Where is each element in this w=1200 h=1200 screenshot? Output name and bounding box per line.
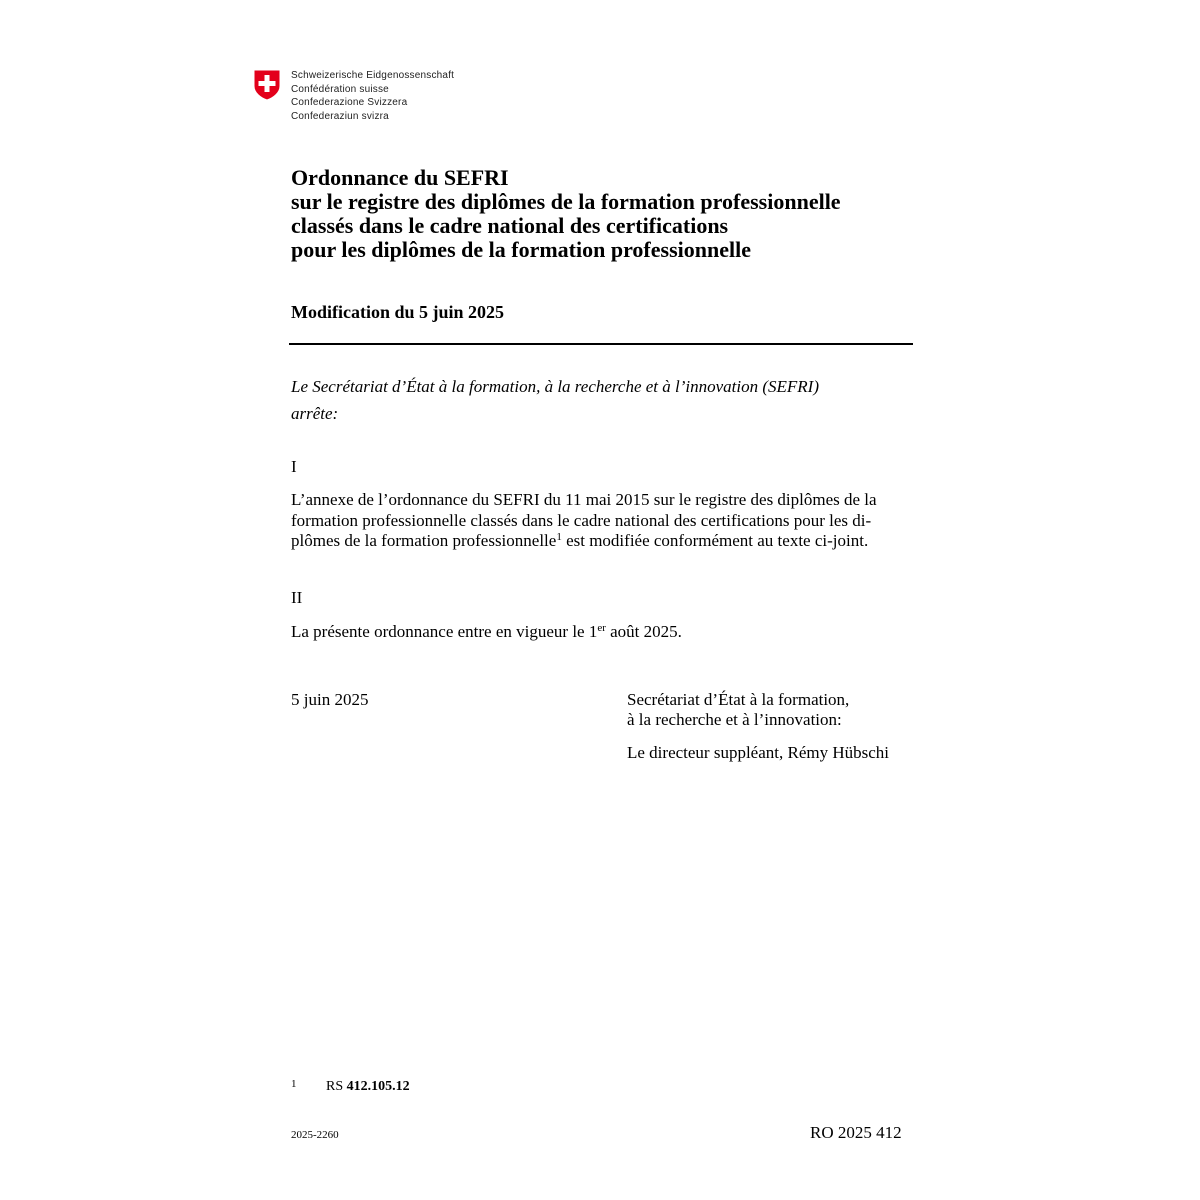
admin-line-fr: Confédération suisse [291,83,389,95]
title-line: pour les diplômes de la formation professionnelle [291,237,751,262]
footnote-number: 1 [291,1078,297,1090]
title-line: classés dans le cadre national des certifications [291,213,729,238]
modification-date-heading: Modification du 5 juin 2025 [291,302,505,322]
footnote-reference[interactable]: 1 [556,531,562,543]
paragraph-text: La présente ordonnance entre en vigueur le 1 [291,622,598,641]
authority-line: Secrétariat d’État à la formation, [627,690,850,709]
preamble-authority: Le Secrétariat d’État à la formation, à la recherche et à l’innovation (SEFRI) [291,377,819,396]
admin-line-rm: Confederaziun svizra [291,110,389,122]
footnote-rs-link[interactable]: 412.105.12 [346,1079,410,1094]
administration-name-block [291,69,454,123]
swiss-cross-shield-icon [253,69,281,101]
footnote-prefix: RS [326,1079,347,1094]
admin-line-de: Schweizerische Eidgenossenschaft [291,70,455,81]
section-ii-paragraph [291,622,911,645]
paragraph-line: formation professionnelle classés dans le cadre national des certifications pour les di- [291,510,872,530]
admin-line-it: Confederazione Svizzera [291,97,408,109]
paragraph-text: est modifiée conformément au texte ci-joint. [561,531,869,550]
paragraph-line [291,622,911,645]
paragraph-line: L’annexe de l’ordonnance du SEFRI du 11 mai 2015 sur le registre des diplômes de la [291,490,877,509]
section-number: I [291,457,297,476]
title-line: sur le registre des diplômes de la formation professionnelle [291,189,841,214]
preamble-decree: arrête: [291,404,339,423]
paragraph-text: plômes de la formation professionnelle [291,531,557,550]
paragraph-text: août 2025. [605,622,682,641]
authority-line: à la recherche et à l’innovation: [627,710,842,729]
document-title [291,166,931,262]
title-line: Ordonnance du SEFRI [291,165,509,190]
preamble [291,373,911,427]
official-compilation-ref: RO 2025 412 [810,1123,902,1142]
signature-authority [627,690,849,730]
footnote-text [326,1078,410,1096]
section-number: II [291,588,303,607]
paragraph-line [291,531,911,554]
ordinal-superscript: er [597,622,606,634]
section-i-paragraph [291,490,911,554]
signatory: Le directeur suppléant, Rémy Hübschi [627,743,890,762]
document-id: 2025-2260 [291,1129,339,1141]
signature-date: 5 juin 2025 [291,690,369,709]
title-divider [289,343,913,345]
